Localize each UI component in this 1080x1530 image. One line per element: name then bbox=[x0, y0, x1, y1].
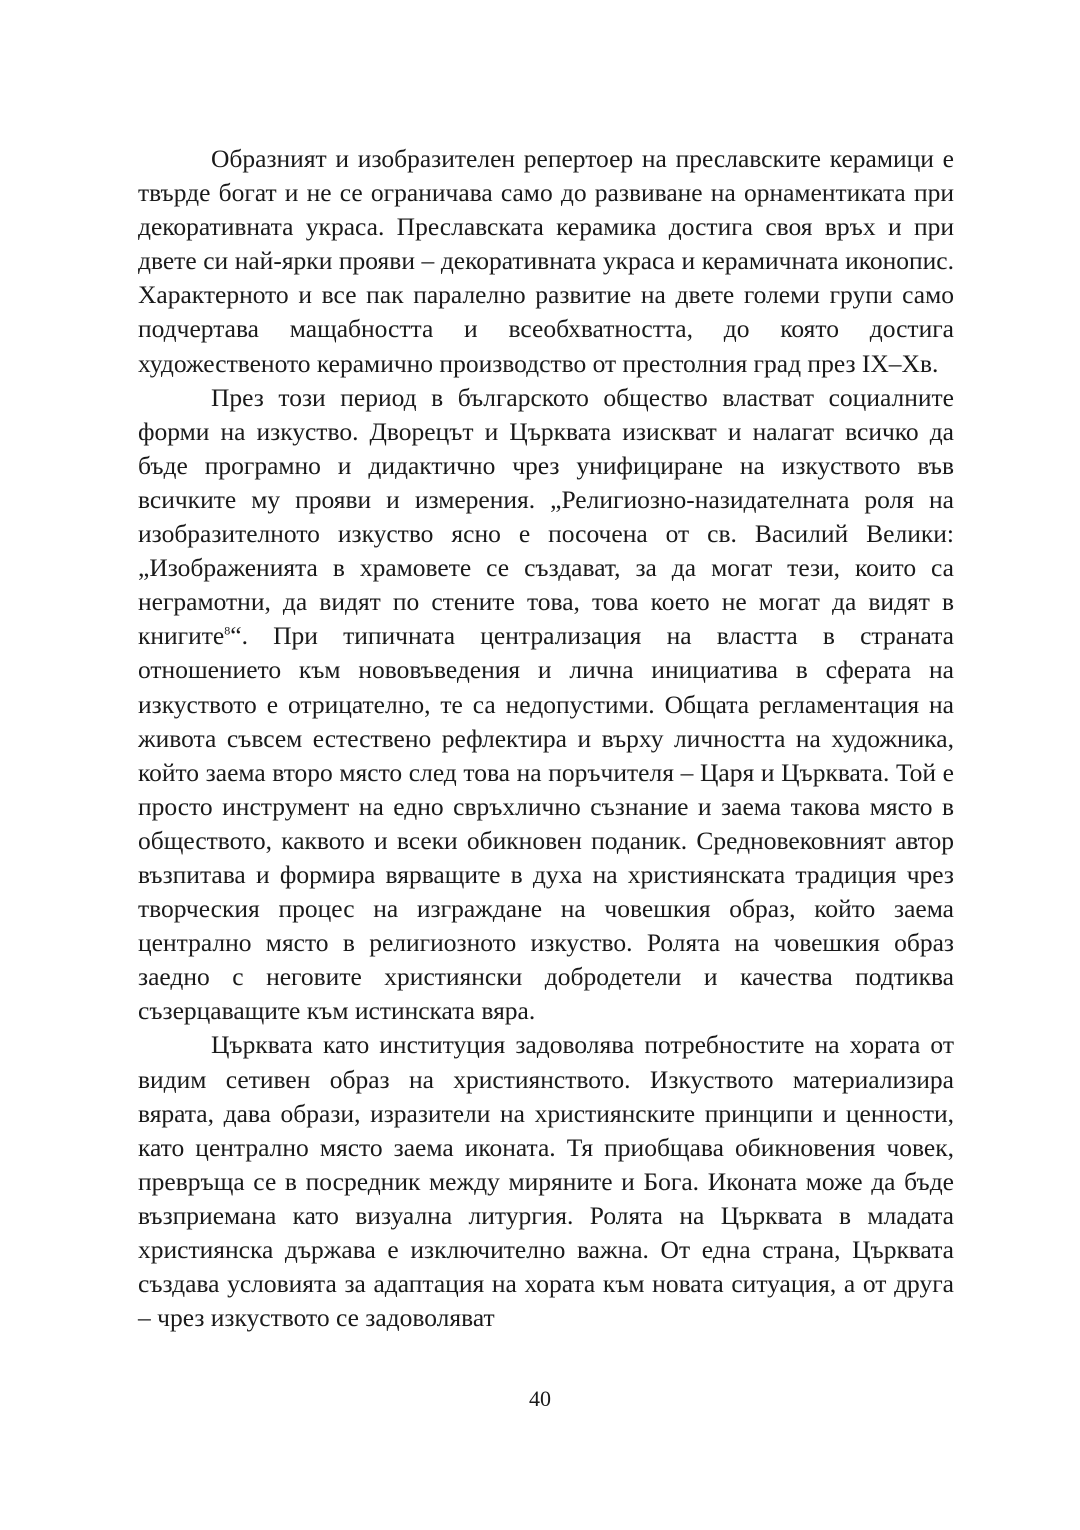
paragraph-1: Образният и изобразителен репертоер на преславските керамици е твърде богат и не се ограничава само до развиване на орнаментиката при декоративната украса. Преславската керамика достига своя връх и при двете си най-ярки прояви – декоративната украса и керамичната иконопис. Характерното и все пак паралелно развитие на двете големи групи само подчертава мащабността и всеобхватността, до която достига художественото керамично производство от престолния град през IX–Xв. bbox=[138, 144, 954, 378]
paragraph-3: Църквата като институция задоволява потребностите на хората от видим сетивен образ на християнството. Изкуството материализира вярата, дава образи, изразители на християнските принципи и ценности, като централно място заема иконата. Тя приобщава обикновения човек, превръща се в посредник между миряните и Бога. Иконата може да бъде възприемана като визуална литургия. Ролята на Църквата в младата християнска държава е изключително важна. От една страна, Църквата създава условията за адаптация на хората към новата ситуация, а от друга – чрез изкуството се задоволяват bbox=[138, 1030, 954, 1333]
page-body bbox=[138, 142, 954, 1335]
paragraph-2 bbox=[138, 381, 954, 1029]
page-number: 40 bbox=[529, 1386, 551, 1411]
footnote-reference: 8 bbox=[224, 623, 231, 638]
paragraph-2-text-end: “. При типичната централизация на властта в страната отношението към нововъведения и лична инициатива в сферата на изкуството е отрицателно, те са недопустими. Общата регламентация на живота съвсем естествено рефлектира и върху личността на художника, който заема второ място след това на поръчителя – Царя и Църквата. Той е просто инструмент на едно свръхлично съзнание и заема такова място в обществото, каквото и всеки обикновен поданик. Средновековният автор възпитава и формира вярващите в духа на християнската традиция чрез творческия процес на изграждане на човешкия образ, който заема централно място в религиозното изкуство. Ролята на човешкия образ заедно с неговите християнски добродетели и качества подтиква съзерцаващите към истинската вяра. bbox=[138, 621, 954, 1026]
paragraph-2-text-start: През този период в българското общество властват социалните форми на изкуство. Дворецът и Църквата изискват и налагат всичко да бъде програмно и дидактично чрез унифициране на изкуството във всичките му прояви и измерения. „Религиозно-назидателната роля на изобразителното изкуство ясно е посочена от св. Василий Велики: „Изображенията в храмовете се създават, за да могат тези, които са неграмотни, да видят по стените това, това което не могат да видят в книгите bbox=[138, 382, 954, 651]
